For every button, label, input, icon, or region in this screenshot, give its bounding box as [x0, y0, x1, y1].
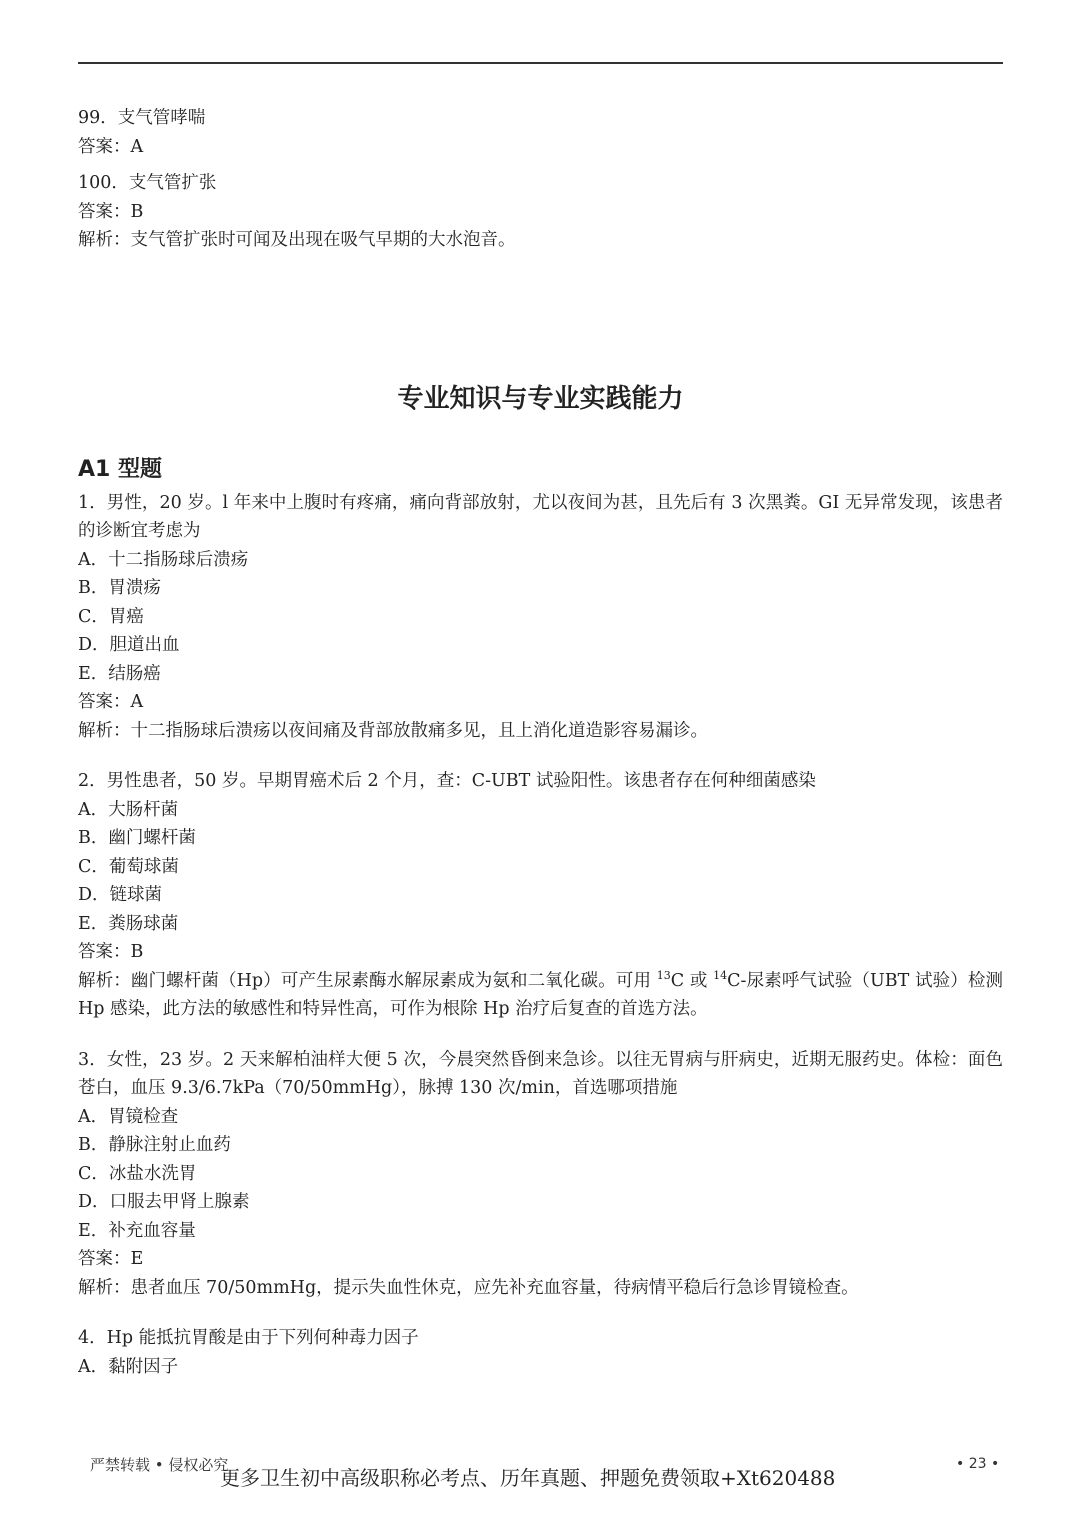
- option-b: B．幽门螺杆菌: [78, 828, 196, 848]
- page-content: [78, 104, 1003, 1381]
- answer: 答案：B: [78, 942, 144, 962]
- question-stem: 99．支气管哮喘: [78, 108, 206, 128]
- analysis: [78, 967, 1003, 1024]
- analysis-part-1: 解析：幽门螺杆菌（Hp）可产生尿素酶水解尿素成为氨和二氧化碳。可用: [78, 970, 657, 991]
- option-c: C．冰盐水洗胃: [78, 1163, 197, 1184]
- option-d: D．链球菌: [78, 885, 163, 905]
- analysis-part-3: C-尿素呼气试验（UBT 试验）检测 Hp 感染，此方法的敏感性和特异性高，可作为根除 Hp 治疗后复查的首选方法。: [78, 970, 1003, 1019]
- analysis: 解析：十二指肠球后溃疡以夜间痛及背部放散痛多见，且上消化道造影容易漏诊。: [78, 720, 708, 741]
- sub-title: A1 型题: [78, 456, 162, 482]
- section-title: 专业知识与专业实践能力: [397, 383, 684, 414]
- answer: 答案：B: [78, 201, 144, 222]
- option-a: A．大肠杆菌: [78, 799, 179, 820]
- analysis-part-2: C 或: [670, 970, 714, 991]
- option-c: C．葡萄球菌: [78, 856, 179, 877]
- option-c: C．胃癌: [78, 606, 144, 627]
- option-e: E．补充血容量: [78, 1220, 196, 1241]
- question-stem: 1．男性，20 岁。l 年来中上腹时有疼痛，痛向背部放射，尤以夜间为甚，且先后有 3 次黑粪。GI 无异常发现，该患者的诊断宜考虑为: [78, 492, 1003, 541]
- option-a: A．黏附因子: [78, 1356, 179, 1377]
- answer: 答案：A: [78, 136, 144, 157]
- page-number: • 23 •: [956, 1456, 1000, 1472]
- question-1: [78, 489, 1003, 746]
- question-4: [78, 1324, 1003, 1381]
- isotope-14: 14: [713, 968, 728, 982]
- analysis: 解析：患者血压 70/50mmHg，提示失血性休克，应先补充血容量，待病情平稳后行急诊胃镜检查。: [78, 1277, 859, 1298]
- question-100: [78, 169, 1003, 255]
- question-stem: 3．女性，23 岁。2 天来解柏油样大便 5 次，今晨突然昏倒来急诊。以往无胃病与肝病史，近期无服药史。体检：面色苍白，血压 9.3/6.7kPa（70/50mmHg），脉搏 130 次/min，首选哪项措施: [78, 1049, 1003, 1098]
- question-99: [78, 104, 1003, 161]
- option-b: B．静脉注射止血药: [78, 1135, 231, 1155]
- option-a: A．胃镜检查: [78, 1106, 179, 1127]
- footer-copyright: 严禁转载 • 侵权必究: [90, 1456, 229, 1474]
- answer: 答案：E: [78, 1249, 144, 1269]
- analysis: 解析：支气管扩张时可闻及出现在吸气早期的大水泡音。: [78, 230, 516, 250]
- question-stem: 4．Hp 能抵抗胃酸是由于下列何种毒力因子: [78, 1328, 419, 1348]
- question-stem: 100．支气管扩张: [78, 173, 217, 193]
- question-stem: 2．男性患者，50 岁。早期胃癌术后 2 个月，查：C-UBT 试验阳性。该患者存在何种细菌感染: [78, 771, 816, 791]
- isotope-13: 13: [656, 968, 671, 982]
- question-2: [78, 767, 1003, 1024]
- option-d: D．胆道出血: [78, 635, 180, 655]
- option-d: D．口服去甲肾上腺素: [78, 1192, 250, 1212]
- option-e: E．粪肠球菌: [78, 913, 179, 934]
- option-e: E．结肠癌: [78, 663, 161, 684]
- option-a: A．十二指肠球后溃疡: [78, 549, 249, 570]
- header-rule: [78, 62, 1003, 64]
- answer: 答案：A: [78, 692, 144, 712]
- question-3: [78, 1046, 1003, 1303]
- option-b: B．胃溃疡: [78, 578, 161, 598]
- footer-promo: 更多卫生初中高级职称必考点、历年真题、押题免费领取+Xt620488: [220, 1466, 836, 1490]
